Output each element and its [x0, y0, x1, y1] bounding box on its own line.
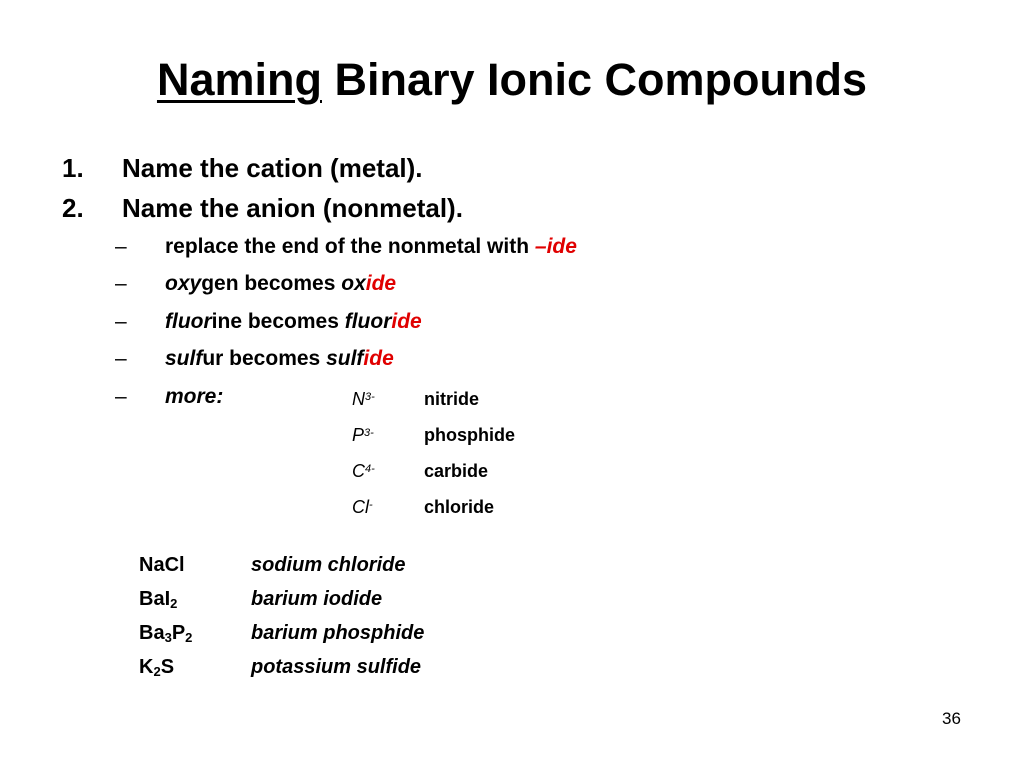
formula-subscript: 2 — [185, 630, 193, 645]
step-2-number: 2. — [62, 193, 84, 223]
oxygen-mid: gen becomes — [201, 272, 342, 295]
oxide-suffix: ide — [365, 272, 397, 295]
ion-element: C — [352, 461, 365, 481]
ion-name: nitride — [424, 389, 480, 409]
bullet-oxygen — [165, 270, 396, 298]
ion-element: N — [352, 389, 365, 409]
bullet-more: more: — [165, 385, 224, 408]
ion-symbol — [352, 495, 373, 519]
formula-part: P — [171, 622, 186, 644]
fluoride-root: fluor — [344, 310, 392, 333]
ide-suffix: –ide — [534, 235, 577, 258]
formula-part: BaI — [139, 588, 171, 610]
ion-name: phosphide — [424, 425, 515, 445]
example-formula — [139, 586, 177, 612]
ion-symbol — [352, 423, 374, 447]
oxygen-root: oxy — [165, 272, 202, 295]
fluoride-suffix: ide — [391, 310, 422, 333]
example-name: barium phosphide — [251, 622, 425, 644]
title-underlined-word: Naming — [156, 54, 322, 105]
bullet-dash: – — [115, 385, 127, 408]
step-2-text: Name the anion (nonmetal). — [122, 193, 463, 223]
example-name: sodium chloride — [251, 554, 406, 576]
ion-charge: - — [369, 499, 373, 511]
sulfide-suffix: ide — [363, 347, 394, 370]
bullet-sulfur — [165, 345, 394, 373]
formula-part: K — [139, 656, 154, 678]
bullet-dash: – — [115, 272, 127, 295]
fluorine-mid: ine becomes — [211, 310, 345, 333]
example-formula — [139, 620, 192, 646]
ion-charge: 3- — [364, 427, 374, 439]
slide-title — [0, 52, 1024, 108]
formula-part: Ba — [139, 622, 165, 644]
formula-subscript: 2 — [170, 596, 178, 611]
page-number: 36 — [942, 709, 961, 728]
sulfide-root: sulf — [326, 347, 364, 370]
formula-part: S — [160, 656, 175, 678]
bullet-dash: – — [115, 347, 127, 370]
formula-subscript: 3 — [164, 630, 172, 645]
example-name: potassium sulfide — [251, 656, 422, 678]
ion-charge: 4- — [365, 463, 375, 475]
bullet-dash: – — [115, 235, 127, 258]
example-name: barium iodide — [251, 588, 383, 610]
formula-subscript: 2 — [153, 664, 161, 679]
bullet-fluorine — [165, 308, 422, 336]
example-formula — [139, 654, 174, 680]
oxide-root: ox — [341, 272, 366, 295]
ion-name: carbide — [424, 461, 489, 481]
ion-charge: 3- — [365, 391, 375, 403]
formula-part: NaCl — [139, 554, 185, 576]
ion-element: Cl — [352, 497, 369, 517]
example-formula — [139, 552, 185, 578]
ion-symbol — [352, 387, 375, 411]
bullet-replace-text: replace the end of the nonmetal with — [165, 235, 535, 258]
bullet-replace-end — [165, 233, 577, 261]
ion-name: chloride — [424, 497, 495, 517]
sulfur-root: sulf — [165, 347, 203, 370]
ion-symbol — [352, 459, 375, 483]
ion-element: P — [352, 425, 365, 445]
title-rest: Binary Ionic Compounds — [321, 54, 868, 105]
sulfur-mid: ur becomes — [202, 347, 327, 370]
bullet-dash: – — [115, 310, 127, 333]
step-1-number: 1. — [62, 153, 84, 183]
step-1-text: Name the cation (metal). — [122, 153, 423, 183]
fluorine-root: fluor — [165, 310, 212, 333]
